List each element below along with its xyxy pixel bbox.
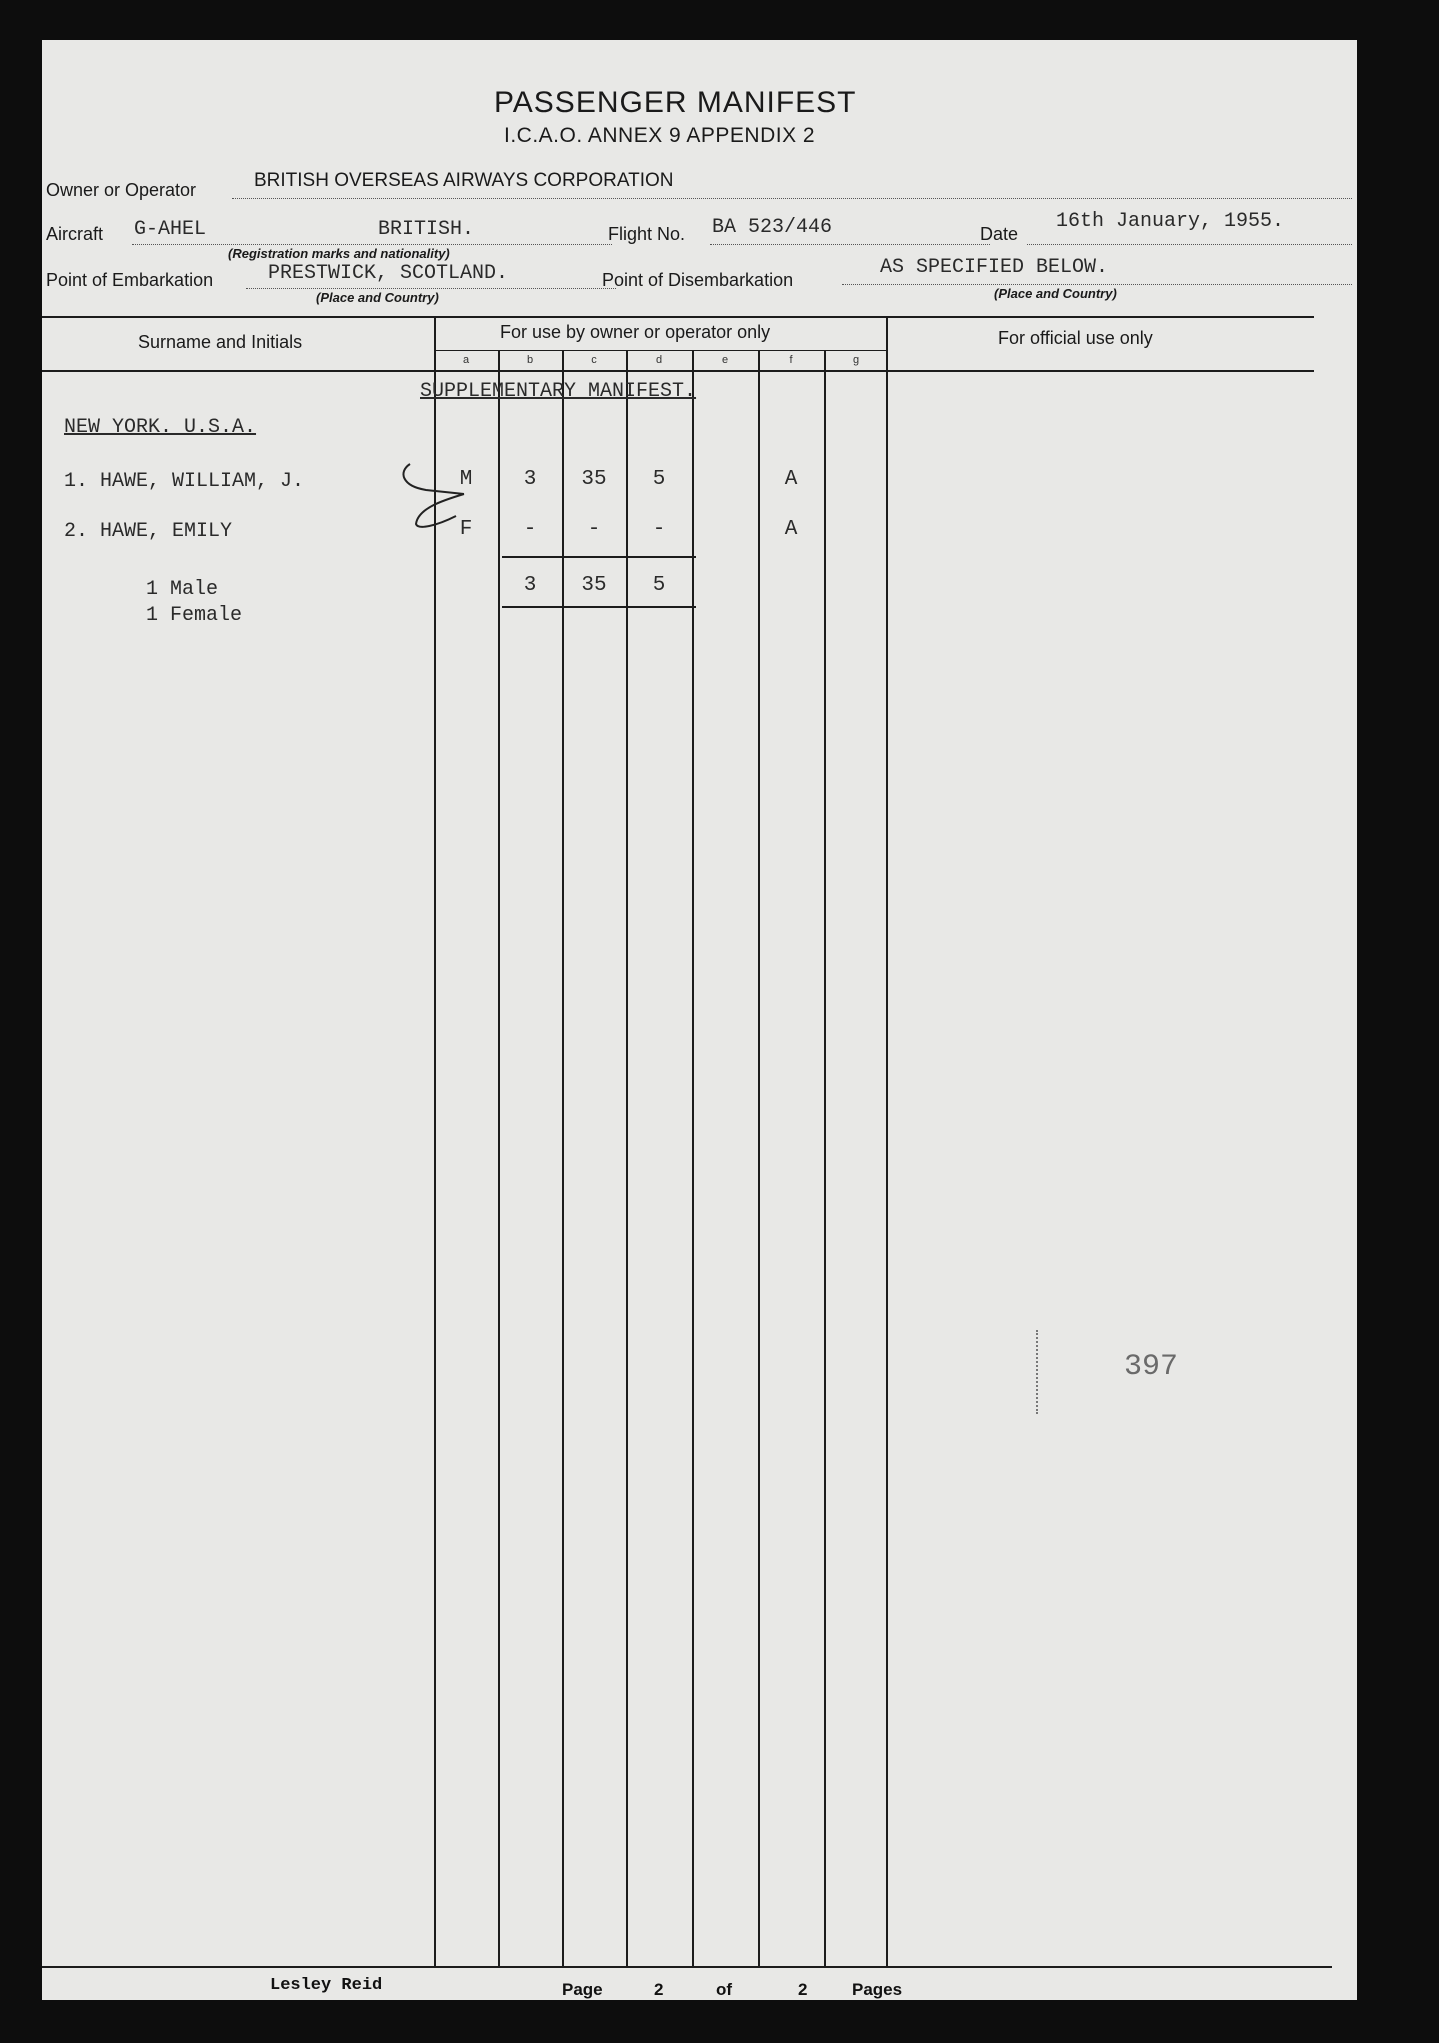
owner-header-subrule	[434, 350, 888, 351]
footer-total-pages: 2	[798, 1980, 808, 1999]
column-letter-f: f	[789, 354, 793, 366]
manifest-page	[42, 40, 1357, 2000]
table-top-rule	[42, 316, 1314, 318]
passenger-row-1-d: 5	[652, 468, 666, 491]
operator-label: Owner or Operator	[46, 180, 197, 200]
stamp-marks	[1036, 1330, 1052, 1414]
signatory-name: Lesley Reid	[270, 1976, 383, 1995]
totals-bottom-rule	[502, 606, 696, 608]
operator-dotline	[232, 198, 1352, 199]
page-subtitle: I.C.A.O. ANNEX 9 APPENDIX 2	[504, 124, 816, 147]
column-letter-a: a	[462, 354, 470, 366]
passenger-row-2-c: -	[587, 518, 601, 541]
column-rule-official	[886, 316, 888, 1966]
page-title: PASSENGER MANIFEST	[494, 86, 857, 119]
embarkation-dotline	[246, 288, 616, 289]
date-label: Date	[980, 224, 1019, 244]
summary-female: 1 Female	[146, 604, 243, 627]
column-letter-g: g	[852, 354, 860, 366]
supplementary-title: SUPPLEMENTARY MANIFEST.	[420, 380, 697, 403]
operator-value: BRITISH OVERSEAS AIRWAYS CORPORATION	[254, 170, 674, 191]
footer-pages-label: Pages	[852, 1980, 903, 1999]
column-rule-e	[758, 350, 760, 1966]
column-letter-e: e	[721, 354, 729, 366]
aircraft-registration: G-AHEL	[134, 218, 207, 241]
totals-b: 3	[523, 574, 537, 597]
surname-header: Surname and Initials	[138, 332, 303, 352]
flight-dotline	[710, 244, 990, 245]
passenger-row-1-b: 3	[523, 468, 537, 491]
passenger-row-2-b: -	[523, 518, 537, 541]
footer-page-label: Page	[562, 1980, 603, 1999]
column-letter-d: d	[655, 354, 663, 366]
table-header-rule	[42, 370, 1314, 372]
owner-use-header: For use by owner or operator only	[500, 322, 771, 342]
aircraft-nationality: BRITISH.	[378, 218, 475, 241]
column-rule-c	[626, 350, 628, 1966]
passenger-row-1-name: 1. HAWE, WILLIAM, J.	[64, 470, 305, 493]
totals-top-rule	[502, 556, 696, 558]
disembarkation-note: (Place and Country)	[994, 286, 1117, 301]
date-dotline	[1027, 244, 1352, 245]
flight-label: Flight No.	[608, 224, 686, 244]
passenger-row-2-name: 2. HAWE, EMILY	[64, 520, 233, 543]
disembarkation-label: Point of Disembarkation	[602, 270, 794, 290]
footer-of-label: of	[716, 1980, 733, 1999]
passenger-row-1-a: M	[459, 468, 473, 491]
column-rule-f	[824, 350, 826, 1966]
embarkation-label: Point of Embarkation	[46, 270, 214, 290]
column-rule-d	[692, 350, 694, 1966]
stamp-number: 397	[1124, 1350, 1179, 1384]
aircraft-label: Aircraft	[46, 224, 104, 244]
flight-number: BA 523/446	[712, 216, 833, 239]
destination-heading: NEW YORK. U.S.A.	[64, 416, 257, 439]
date-value: 16th January, 1955.	[1056, 210, 1285, 233]
column-rule-name	[434, 316, 436, 1966]
totals-c: 35	[581, 574, 607, 597]
disembarkation-value: AS SPECIFIED BELOW.	[880, 256, 1109, 279]
embarkation-note: (Place and Country)	[316, 290, 439, 305]
family-bracket-mark	[396, 454, 496, 544]
passenger-row-2-f: A	[784, 518, 798, 541]
passenger-row-1-c: 35	[581, 468, 607, 491]
official-use-header: For official use only	[998, 328, 1153, 348]
column-letter-b: b	[526, 354, 534, 366]
aircraft-dotline	[132, 244, 612, 245]
passenger-row-2-d: -	[652, 518, 666, 541]
summary-male: 1 Male	[146, 578, 219, 601]
aircraft-note: (Registration marks and nationality)	[228, 246, 450, 261]
totals-d: 5	[652, 574, 666, 597]
footer-page-number: 2	[654, 1980, 664, 1999]
embarkation-value: PRESTWICK, SCOTLAND.	[268, 262, 509, 285]
passenger-row-1-f: A	[784, 468, 798, 491]
disembarkation-dotline	[842, 284, 1352, 285]
table-bottom-rule	[42, 1966, 1332, 1968]
passenger-row-2-a: F	[459, 518, 473, 541]
column-letter-c: c	[591, 354, 597, 366]
